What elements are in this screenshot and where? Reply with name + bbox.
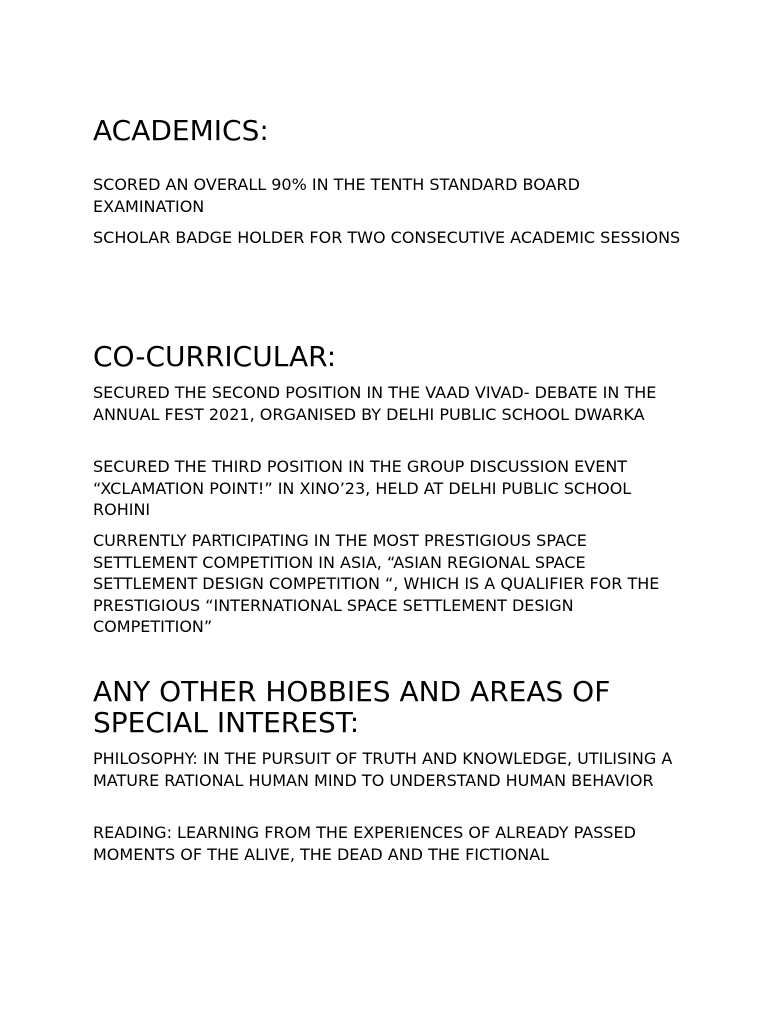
section-heading-hobbies: ANY OTHER HOBBIES AND AREAS OF SPECIAL INTEREST: bbox=[93, 675, 611, 739]
co-curricular-item: SECURED THE THIRD POSITION IN THE GROUP DISCUSSION EVENT “XCLAMATION POINT!” IN XINO’23, HELD AT DELHI PUBLIC SCHOOL ROHINI bbox=[93, 457, 632, 519]
co-curricular-item: CURRENTLY PARTICIPATING IN THE MOST PRESTIGIOUS SPACE SETTLEMENT COMPETITION IN ASIA, “ASIAN REGIONAL SPACE SETTLEMENT DESIGN COMPETITION “, WHICH IS A QUALIFIER FOR THE PRESTIGIOUS “INTERNATIONAL SPACE SETTLEMENT DESIGN COMPETITION” bbox=[93, 531, 660, 636]
academics-item: SCORED AN OVERALL 90% IN THE TENTH STANDARD BOARD EXAMINATION bbox=[93, 175, 580, 216]
hobbies-item: READING: LEARNING FROM THE EXPERIENCES OF ALREADY PASSED MOMENTS OF THE ALIVE, THE DEAD AND THE FICTIONAL bbox=[93, 823, 636, 864]
co-curricular-item: SECURED THE SECOND POSITION IN THE VAAD VIVAD- DEBATE IN THE ANNUAL FEST 2021, ORGANISED BY DELHI PUBLIC SCHOOL DWARKA bbox=[93, 383, 657, 424]
academics-item: SCHOLAR BADGE HOLDER FOR TWO CONSECUTIVE ACADEMIC SESSIONS bbox=[93, 228, 681, 247]
section-heading-co-curricular: CO-CURRICULAR: bbox=[93, 340, 337, 373]
section-heading-academics: ACADEMICS: bbox=[93, 114, 269, 147]
hobbies-item: PHILOSOPHY: IN THE PURSUIT OF TRUTH AND KNOWLEDGE, UTILISING A MATURE RATIONAL HUMAN MIND TO UNDERSTAND HUMAN BEHAVIOR bbox=[93, 749, 673, 790]
